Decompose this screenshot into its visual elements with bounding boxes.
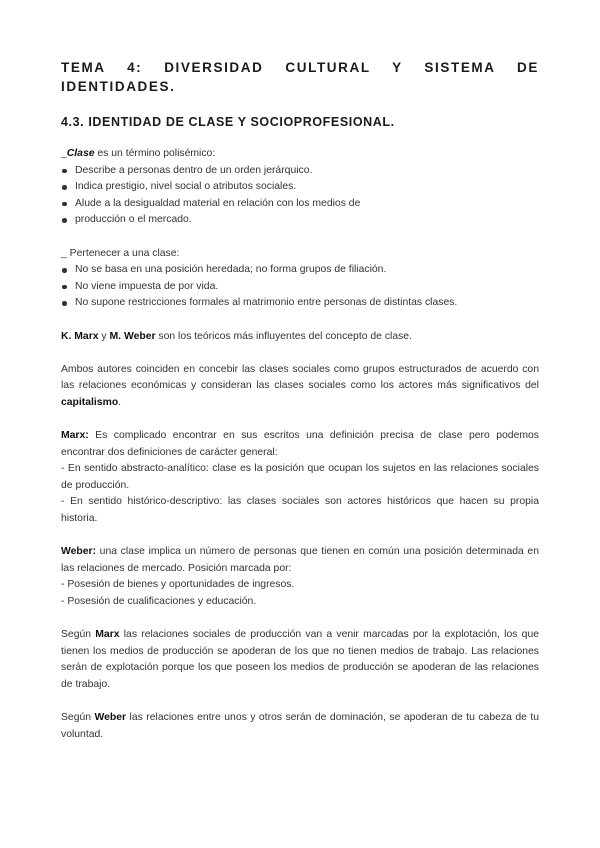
ambos-end: . (118, 396, 122, 408)
section-subtitle: 4.3. IDENTIDAD DE CLASE Y SOCIOPROFESIONAL. (61, 115, 395, 129)
segun-marx-text: las relaciones sociales de producción van a venir marcadas por la explotación, los que tienen los medios de producción se apoderan de los que no tienen medios de trabajo. Las relaciones serán de explotación porque los que poseen los medios de producción se apoderan de las relaciones de trabajo. (61, 629, 539, 690)
marx-label: Marx: (61, 430, 89, 442)
and-word: y (98, 330, 110, 342)
list-item: Alude a la desigualdad material en relación con los medios de (61, 196, 539, 213)
segun-marx-paragraph (61, 627, 539, 693)
teoricos-paragraph (61, 329, 539, 346)
marx-line-1: - En sentido abstracto-analítico: clase es la posición que ocupan los sujetos en las relaciones sociales de producción. (61, 463, 539, 491)
segun-weber-paragraph (61, 710, 539, 743)
marx-line-2: - En sentido histórico-descriptivo: las clases sociales son actores históricos que hacen su propia historia. (61, 496, 539, 525)
segun-marx-prefix: Según (61, 629, 96, 641)
list-item: No supone restricciones formales al matrimonio entre personas de distintas clases. (61, 295, 539, 312)
segun-weber-prefix: Según (61, 712, 95, 724)
weber-text: una clase implica un número de personas que tienen en común una posición determinada en las relaciones de mercado. Posición marcada por: (61, 546, 539, 574)
pertenecer-definition (61, 246, 539, 312)
pertenecer-list (61, 262, 539, 312)
ambos-text: Ambos autores coinciden en concebir las clases sociales como grupos estructurados de acuerdo con las relaciones económicas y consideran las clases sociales como los actores más significativos del (61, 363, 539, 392)
marx-text: Es complicado encontrar en sus escritos una definición precisa de clase pero podemos encontrar dos definiciones de carácter general: (61, 430, 539, 458)
segun-weber-text: las relaciones entre unos y otros serán de dominación, se apoderan de tu cabeza de tu voluntad. (61, 712, 539, 740)
list-item: No se basa en una posición heredada; no forma grupos de filiación. (61, 262, 539, 279)
marx-name: K. Marx (61, 330, 99, 342)
weber-name: M. Weber (109, 330, 156, 342)
list-item: Describe a personas dentro de un orden jerárquico. (61, 163, 539, 180)
pertenecer-intro: _ Pertenecer a una clase: (61, 247, 180, 259)
capitalismo-word: capitalismo (61, 396, 119, 408)
weber-section (61, 544, 539, 610)
list-item: Indica prestigio, nivel social o atributos sociales. (61, 179, 539, 196)
list-item: producción o el mercado. (61, 212, 539, 229)
list-item: No viene impuesta de por vida. (61, 279, 539, 296)
weber-label: Weber: (61, 546, 97, 558)
ambos-paragraph (61, 362, 539, 412)
segun-marx-name: Marx (95, 629, 120, 641)
weber-line-1: - Posesión de bienes y oportunidades de ingresos. (61, 579, 295, 591)
clase-list (61, 163, 539, 229)
segun-weber-name: Weber (94, 712, 127, 724)
clase-definition (61, 146, 539, 229)
clase-prefix: _ (61, 148, 67, 159)
clase-term: Clase (66, 148, 95, 159)
clase-intro-text: es un término polisémico: (94, 148, 216, 159)
teoricos-text: son los teóricos más influyentes del concepto de clase. (155, 330, 412, 342)
clase-intro (61, 146, 539, 163)
marx-section (61, 428, 539, 528)
weber-line-2: - Posesión de cualificaciones y educación. (61, 596, 257, 608)
document-page (61, 58, 539, 743)
page-title: TEMA 4: DIVERSIDAD CULTURAL Y SISTEMA DE IDENTIDADES. (61, 60, 539, 94)
